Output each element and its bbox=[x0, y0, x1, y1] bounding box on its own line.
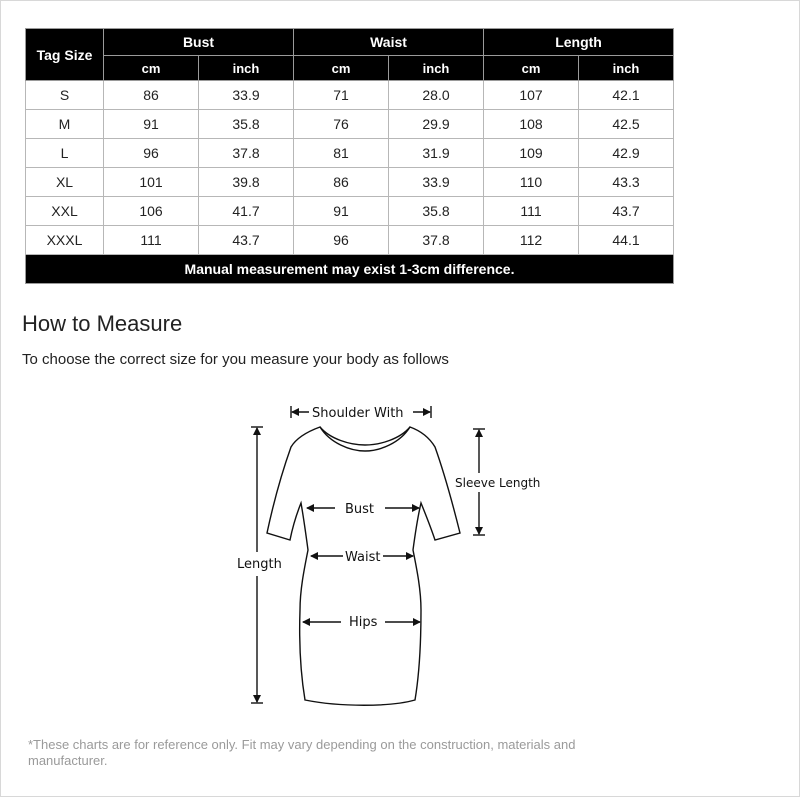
measurement-cell: 35.8 bbox=[199, 110, 294, 139]
measurement-note: Manual measurement may exist 1-3cm difference. bbox=[26, 255, 674, 284]
bust-label: Bust bbox=[345, 502, 375, 517]
measurement-cell: 43.3 bbox=[579, 168, 674, 197]
hips-label: Hips bbox=[349, 615, 378, 630]
sleeve-length-label: Sleeve Length bbox=[455, 476, 541, 490]
measurement-cell: 42.9 bbox=[579, 139, 674, 168]
measurement-cell: 91 bbox=[104, 110, 199, 139]
measurement-cell: 106 bbox=[104, 197, 199, 226]
tag-size-cell: XXXL bbox=[26, 226, 104, 255]
measurement-cell: 109 bbox=[484, 139, 579, 168]
tag-size-cell: S bbox=[26, 81, 104, 110]
table-row bbox=[26, 110, 674, 139]
measurement-cell: 35.8 bbox=[389, 197, 484, 226]
measurement-cell: 96 bbox=[294, 226, 389, 255]
measurement-cell: 96 bbox=[104, 139, 199, 168]
measurement-cell: 86 bbox=[104, 81, 199, 110]
measurement-cell: 101 bbox=[104, 168, 199, 197]
waist-header: Waist bbox=[294, 29, 484, 56]
waist-label: Waist bbox=[345, 550, 381, 565]
measurement-cell: 31.9 bbox=[389, 139, 484, 168]
measurement-cell: 71 bbox=[294, 81, 389, 110]
table-row bbox=[26, 139, 674, 168]
tag-size-header: Tag Size bbox=[26, 29, 104, 81]
measurement-cell: 76 bbox=[294, 110, 389, 139]
measurement-cell: 42.5 bbox=[579, 110, 674, 139]
measurement-cell: 29.9 bbox=[389, 110, 484, 139]
measurement-cell: 111 bbox=[484, 197, 579, 226]
length-label: Length bbox=[237, 557, 282, 572]
measurement-cell: 44.1 bbox=[579, 226, 674, 255]
measurement-cell: 28.0 bbox=[389, 81, 484, 110]
tag-size-cell: XXL bbox=[26, 197, 104, 226]
unit-header: cm bbox=[484, 56, 579, 81]
measurement-cell: 42.1 bbox=[579, 81, 674, 110]
unit-header: cm bbox=[104, 56, 199, 81]
table-row bbox=[26, 168, 674, 197]
tag-size-cell: XL bbox=[26, 168, 104, 197]
unit-header: cm bbox=[294, 56, 389, 81]
measurement-cell: 37.8 bbox=[389, 226, 484, 255]
measurement-cell: 33.9 bbox=[199, 81, 294, 110]
table-row bbox=[26, 81, 674, 110]
measurement-cell: 81 bbox=[294, 139, 389, 168]
tag-size-cell: L bbox=[26, 139, 104, 168]
measurement-cell: 86 bbox=[294, 168, 389, 197]
unit-header: inch bbox=[579, 56, 674, 81]
how-to-measure-subtitle: To choose the correct size for you measure your body as follows bbox=[22, 351, 449, 368]
length-header: Length bbox=[484, 29, 674, 56]
shoulder-width-label: Shoulder With bbox=[312, 406, 404, 421]
measurement-cell: 39.8 bbox=[199, 168, 294, 197]
measurement-cell: 110 bbox=[484, 168, 579, 197]
tag-size-cell: M bbox=[26, 110, 104, 139]
unit-header: inch bbox=[389, 56, 484, 81]
measurement-cell: 37.8 bbox=[199, 139, 294, 168]
dress-measurement-diagram bbox=[225, 395, 545, 715]
measurement-cell: 43.7 bbox=[579, 197, 674, 226]
measurement-cell: 91 bbox=[294, 197, 389, 226]
dress-outline bbox=[267, 427, 460, 705]
table-row bbox=[26, 226, 674, 255]
bust-header: Bust bbox=[104, 29, 294, 56]
measurement-cell: 107 bbox=[484, 81, 579, 110]
measurement-cell: 33.9 bbox=[389, 168, 484, 197]
how-to-measure-title: How to Measure bbox=[22, 311, 183, 336]
measurement-cell: 112 bbox=[484, 226, 579, 255]
unit-header: inch bbox=[199, 56, 294, 81]
measurement-cell: 111 bbox=[104, 226, 199, 255]
reference-footnote: *These charts are for reference only. Fit may vary depending on the construction, materials and manufacturer. bbox=[28, 737, 576, 768]
measurement-cell: 108 bbox=[484, 110, 579, 139]
table-row bbox=[26, 197, 674, 226]
size-chart-table bbox=[25, 28, 674, 284]
measurement-cell: 43.7 bbox=[199, 226, 294, 255]
measurement-cell: 41.7 bbox=[199, 197, 294, 226]
